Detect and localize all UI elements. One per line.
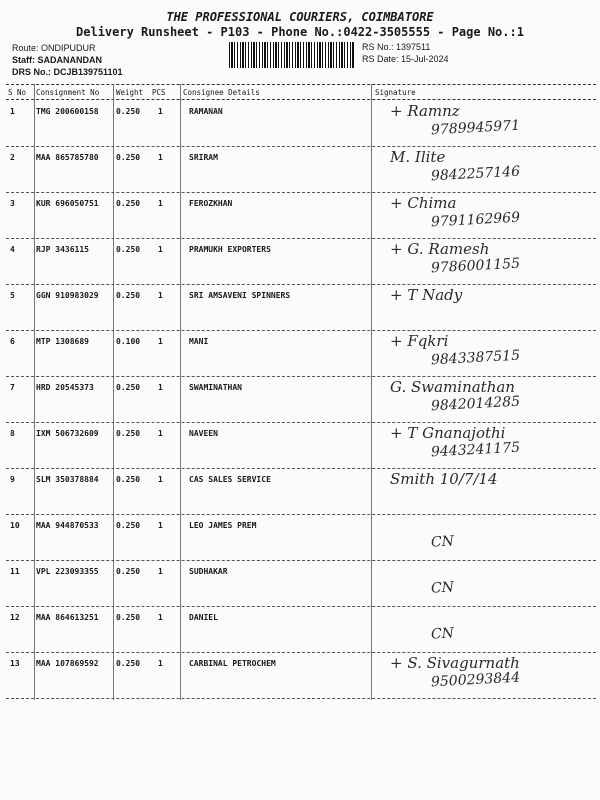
staff-label: Staff: SADANANDAN (12, 55, 102, 65)
cell-consignee: SRI AMSAVENI SPINNERS (189, 291, 291, 300)
col-signature: Signature (375, 88, 416, 97)
cell-sno: 9 (10, 475, 15, 484)
cell-consignment: KUR 696050751 (36, 199, 99, 208)
cell-sno: 3 (10, 199, 15, 208)
cell-pcs: 1 (158, 613, 163, 622)
cell-pcs: 1 (158, 337, 163, 346)
signature-cell (376, 192, 600, 238)
table-row (6, 652, 596, 699)
col-sno: S No (8, 88, 27, 97)
cell-consignment: MAA 944870533 (36, 521, 99, 530)
signature-cell (376, 606, 600, 652)
cell-weight: 0.250 (116, 567, 141, 576)
signature-cell (376, 560, 600, 606)
signature-cell (376, 514, 600, 560)
table-row (6, 514, 596, 561)
signature-phone: 9842257146 (430, 163, 521, 185)
cell-consignee: CAS SALES SERVICE (189, 475, 271, 484)
table-header (6, 84, 596, 100)
rs-number: RS No.: 1397511 (362, 42, 431, 52)
signature-phone: 9789945971 (430, 117, 521, 139)
cell-pcs: 1 (158, 199, 163, 208)
cell-consignee: SWAMINATHAN (189, 383, 242, 392)
signature-phone: 9500293844 (430, 669, 521, 691)
cell-sno: 2 (10, 153, 15, 162)
company-title: THE PROFESSIONAL COURIERS, COIMBATORE (166, 10, 434, 24)
cell-sno: 6 (10, 337, 15, 346)
cell-sno: 11 (10, 567, 20, 576)
cell-consignee: SRIRAM (189, 153, 218, 162)
signature-cell (376, 238, 600, 284)
cell-consignment: RJP 3436115 (36, 245, 89, 254)
cell-weight: 0.250 (116, 291, 141, 300)
signature: + Ramnz (390, 102, 460, 120)
signature-cell (376, 146, 600, 192)
cell-pcs: 1 (158, 659, 163, 668)
cell-consignment: VPL 223093355 (36, 567, 99, 576)
cell-sno: 5 (10, 291, 15, 300)
cell-pcs: 1 (158, 291, 163, 300)
cell-weight: 0.100 (116, 337, 141, 346)
signature-phone: 9786001155 (430, 255, 521, 277)
signature-phone: 9443241175 (430, 439, 521, 461)
table-row (6, 468, 596, 515)
table-row (6, 100, 596, 147)
cell-pcs: 1 (158, 153, 163, 162)
cell-consignment: MAA 107869592 (36, 659, 99, 668)
signature: + Fqkri (390, 332, 449, 350)
cell-consignment: GGN 910983029 (36, 291, 99, 300)
cell-consignment: HRD 20545373 (36, 383, 94, 392)
runsheet-title: Delivery Runsheet - P103 - Phone No.:0422-3505555 - Page No.:1 (76, 25, 524, 39)
signature-phone: CN (430, 625, 455, 643)
cell-consignment: MAA 864613251 (36, 613, 99, 622)
cell-consignment: IXM 506732609 (36, 429, 99, 438)
signature-phone: CN (430, 533, 455, 551)
signature-cell (376, 422, 600, 468)
signature-cell (376, 330, 600, 376)
signature: G. Swaminathan (390, 378, 515, 396)
signature-cell (376, 468, 600, 514)
cell-consignee: NAVEEN (189, 429, 218, 438)
signature: + G. Ramesh (390, 240, 490, 258)
cell-weight: 0.250 (116, 521, 141, 530)
cell-weight: 0.250 (116, 659, 141, 668)
cell-pcs: 1 (158, 245, 163, 254)
cell-consignee: SUDHAKAR (189, 567, 228, 576)
cell-sno: 1 (10, 107, 15, 116)
cell-pcs: 1 (158, 521, 163, 530)
cell-consignment: TMG 200600158 (36, 107, 99, 116)
route-label: Route: ONDIPUDUR (12, 43, 96, 53)
table-row (6, 146, 596, 193)
signature: + T Nady (390, 286, 463, 304)
table-row (6, 192, 596, 239)
cell-consignment: MTP 1308689 (36, 337, 89, 346)
signature: + S. Sivagurnath (390, 654, 520, 672)
cell-weight: 0.250 (116, 475, 141, 484)
signature: + T Gnanajothi (390, 424, 506, 442)
signature-cell (376, 652, 600, 698)
signature-cell (376, 376, 600, 422)
cell-sno: 12 (10, 613, 20, 622)
cell-sno: 8 (10, 429, 15, 438)
cell-sno: 7 (10, 383, 15, 392)
signature-phone: 9843387515 (430, 347, 521, 369)
barcode (229, 42, 355, 68)
cell-pcs: 1 (158, 429, 163, 438)
col-consignment: Consignment No (36, 88, 100, 97)
col-weight: Weight (116, 88, 144, 97)
table-row (6, 422, 596, 469)
cell-pcs: 1 (158, 567, 163, 576)
cell-weight: 0.250 (116, 245, 141, 254)
signature: + Chima (390, 194, 457, 212)
cell-consignment: SLM 350378884 (36, 475, 99, 484)
cell-weight: 0.250 (116, 107, 141, 116)
table-row (6, 376, 596, 423)
col-consignee: Consignee Details (183, 88, 260, 97)
signature-cell (376, 284, 600, 330)
cell-weight: 0.250 (116, 199, 141, 208)
table-row (6, 238, 596, 285)
cell-consignee: FEROZKHAN (189, 199, 233, 208)
cell-pcs: 1 (158, 383, 163, 392)
drs-number: DRS No.: DCJB139751101 (12, 67, 123, 77)
signature-phone: 9842014285 (430, 393, 521, 415)
rs-date: RS Date: 15-Jul-2024 (362, 54, 449, 64)
cell-weight: 0.250 (116, 429, 141, 438)
signature: M. Ilite (390, 148, 446, 166)
cell-consignee: LEO JAMES PREM (189, 521, 257, 530)
cell-consignee: PRAMUKH EXPORTERS (189, 245, 271, 254)
signature-phone: 9791162969 (430, 209, 521, 231)
cell-pcs: 1 (158, 107, 163, 116)
table-row (6, 606, 596, 653)
cell-weight: 0.250 (116, 153, 141, 162)
cell-consignee: RAMANAN (189, 107, 223, 116)
table-row (6, 284, 596, 331)
col-pcs: PCS (152, 88, 166, 97)
cell-consignee: MANI (189, 337, 209, 346)
cell-sno: 10 (10, 521, 20, 530)
cell-weight: 0.250 (116, 613, 141, 622)
signature: Smith 10/7/14 (390, 470, 498, 488)
cell-weight: 0.250 (116, 383, 141, 392)
cell-pcs: 1 (158, 475, 163, 484)
signature-phone: CN (430, 579, 455, 597)
signature-cell (376, 100, 600, 146)
cell-sno: 13 (10, 659, 20, 668)
table-row (6, 330, 596, 377)
cell-consignee: DANIEL (189, 613, 218, 622)
cell-consignee: CARBINAL PETROCHEM (189, 659, 276, 668)
table-row (6, 560, 596, 607)
cell-consignment: MAA 865785780 (36, 153, 99, 162)
cell-sno: 4 (10, 245, 15, 254)
